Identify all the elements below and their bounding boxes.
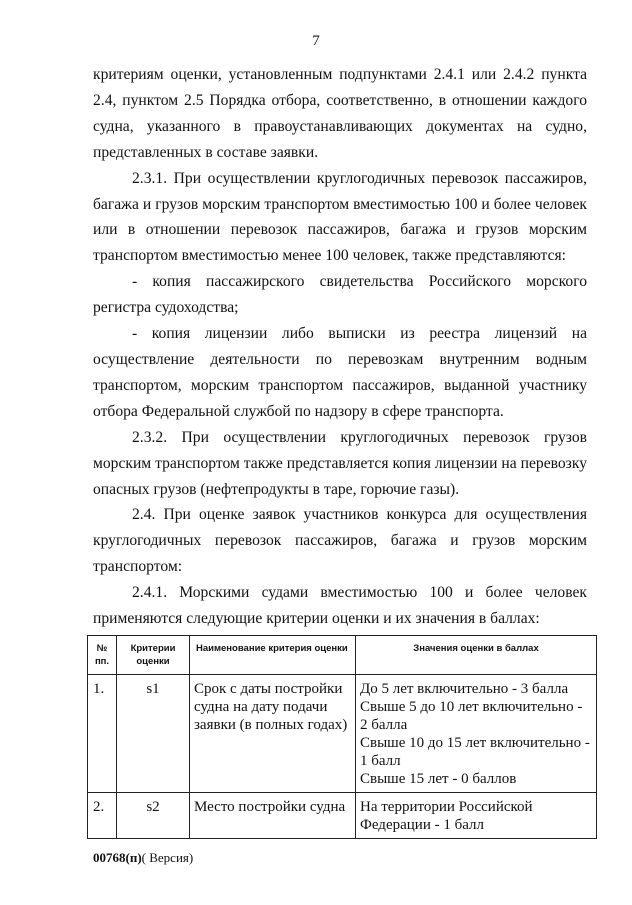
- paragraph-passenger-certificate: - копия пассажирского свидетельства Российского морского регистра судоходства;: [93, 273, 587, 317]
- paragraph-criteria-continuation: критериям оценки, установленным подпунктами 2.4.1 или 2.4.2 пункта 2.4, пунктом 2.5 Порядка отбора, соответственно, в отношении каждого судна, указанного в правоустанавливающих документах на судно, представленных в составе заявки.: [93, 66, 587, 161]
- paragraph-2-3-1: 2.3.1. При осуществлении круглогодичных перевозок пассажиров, багажа и грузов морским транспортом вместимостью 100 и более человек или в отношении перевозок пассажиров, багажа и грузов морским транспортом вместимостью менее 100 человек, также представляются:: [93, 169, 587, 265]
- value-line: На территории Российской Федерации - 1 балл: [360, 799, 533, 833]
- header-criterion: Критерии оценки: [117, 636, 190, 675]
- value-line: До 5 лет включительно - 3 балла: [360, 681, 569, 697]
- row-values: [356, 793, 597, 839]
- paragraph-license-copy: - копия лицензии либо выписки из реестра лицензий на осуществление деятельности по перевозкам внутренним водным транспортом, морским транспортом пассажиров, выданной участнику отбора Федеральной службой по надзору в сфере транспорта.: [93, 325, 587, 420]
- header-num: № пп.: [88, 636, 117, 675]
- paragraph-2-4-1: 2.4.1. Морскими судами вместимостью 100 и более человек применяются следующие критерии оценки и их значения в баллах:: [93, 584, 587, 628]
- row-criterion-name: Место постройки судна: [190, 793, 356, 839]
- value-line: Свыше 15 лет - 0 баллов: [360, 771, 517, 787]
- header-criterion-name: Наименование критерия оценки: [190, 636, 356, 675]
- value-line: Свыше 5 до 10 лет включительно - 2 балла: [360, 699, 583, 733]
- row-criterion: s1: [117, 675, 190, 793]
- table-header-row: [88, 636, 597, 675]
- row-num: 1.: [88, 675, 117, 793]
- row-num: 2.: [88, 793, 117, 839]
- row-criterion: s2: [117, 793, 190, 839]
- table-row: [88, 675, 597, 793]
- row-values: [356, 675, 597, 793]
- document-body: [93, 62, 587, 632]
- header-values: Значения оценки в баллах: [356, 636, 597, 675]
- page-number: 7: [312, 33, 320, 49]
- value-line: Свыше 10 до 15 лет включительно - 1 балл: [360, 735, 590, 769]
- table-row: [88, 793, 597, 839]
- footer: [93, 850, 193, 866]
- criteria-table: [87, 635, 597, 839]
- document-code: 00768(п): [93, 850, 142, 865]
- document-version: ( Версия): [141, 850, 194, 865]
- paragraph-2-3-2: 2.3.2. При осуществлении круглогодичных перевозок грузов морским транспортом также представляется копия лицензии на перевозку опасных грузов (нефтепродукты в таре, горючие газы).: [93, 428, 587, 498]
- paragraph-2-4: 2.4. При оценке заявок участников конкурса для осуществления круглогодичных перевозок пассажиров, багажа и грузов морским транспортом:: [93, 506, 587, 576]
- row-criterion-name: Срок с даты постройки судна на дату подачи заявки (в полных годах): [190, 675, 356, 793]
